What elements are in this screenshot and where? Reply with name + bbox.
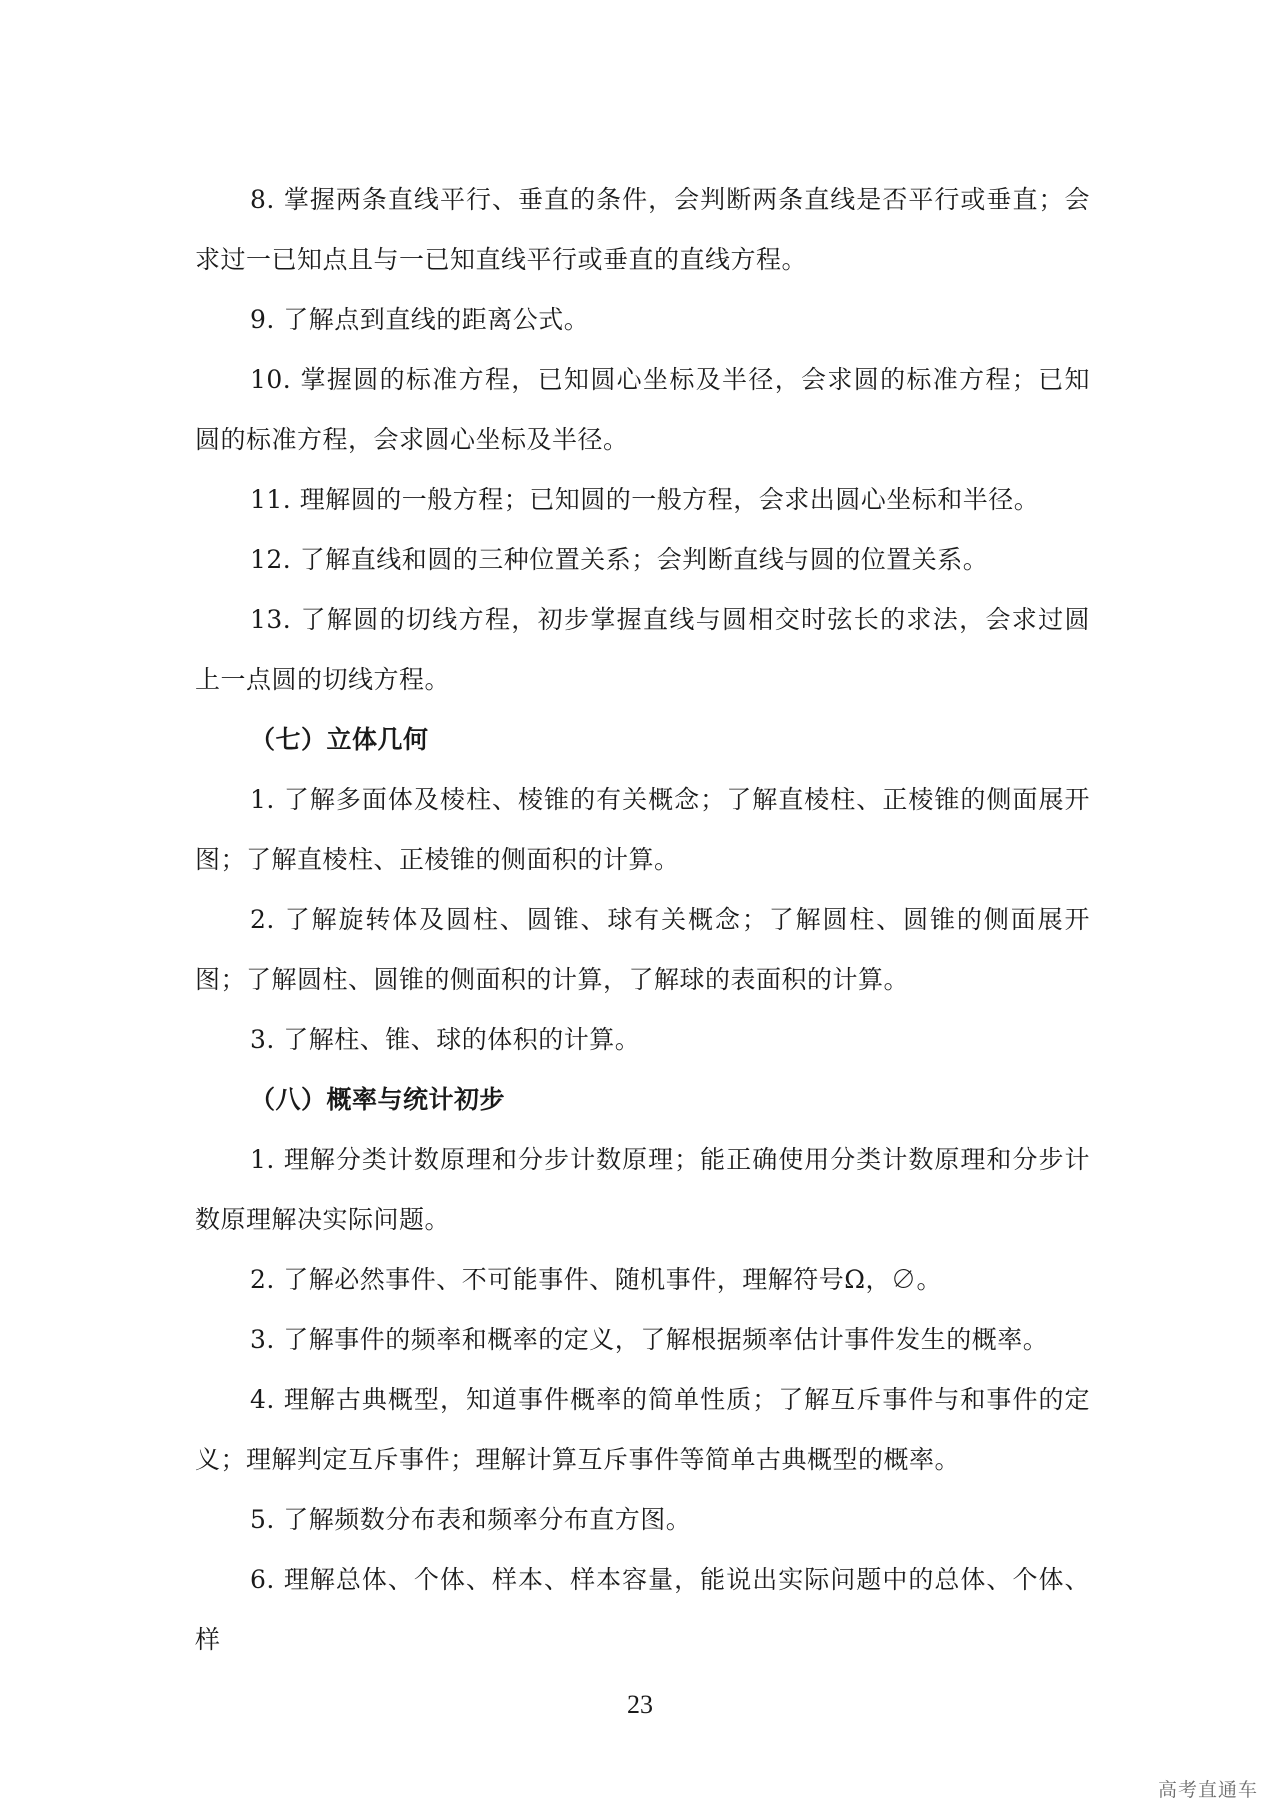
probability-item-4: 4. 理解古典概型，知道事件概率的简单性质；了解互斥事件与和事件的定义；理解判定互斥事件；理解计算互斥事件等简单古典概型的概率。	[195, 1385, 1090, 1474]
probability-item-6: 6. 理解总体、个体、样本、样本容量，能说出实际问题中的总体、个体、样	[195, 1565, 1090, 1654]
solid-geometry-item-3: 3. 了解柱、锥、球的体积的计算。	[250, 1025, 641, 1054]
probability-item-3: 3. 了解事件的频率和概率的定义，了解根据频率估计事件发生的概率。	[250, 1325, 1049, 1354]
solid-geometry-item-1: 1. 了解多面体及棱柱、棱锥的有关概念；了解直棱柱、正棱锥的侧面展开图；了解直棱柱、正棱锥的侧面积的计算。	[195, 785, 1090, 874]
watermark-text: 高考直通车	[1157, 1779, 1258, 1801]
item-13: 13. 了解圆的切线方程，初步掌握直线与圆相交时弦长的求法，会求过圆上一点圆的切线方程。	[195, 605, 1090, 694]
section-heading-solid-geometry: （七）立体几何	[250, 725, 429, 754]
item-10: 10. 掌握圆的标准方程，已知圆心坐标及半径，会求圆的标准方程；已知圆的标准方程，会求圆心坐标及半径。	[195, 365, 1090, 454]
page-content	[195, 170, 1090, 1670]
item-9: 9. 了解点到直线的距离公式。	[250, 305, 590, 334]
probability-item-5: 5. 了解频数分布表和频率分布直方图。	[250, 1505, 692, 1534]
probability-item-1: 1. 理解分类计数原理和分步计数原理；能正确使用分类计数原理和分步计数原理解决实际问题。	[195, 1145, 1090, 1234]
item-12: 12. 了解直线和圆的三种位置关系；会判断直线与圆的位置关系。	[250, 545, 989, 574]
probability-item-2: 2. 了解必然事件、不可能事件、随机事件，理解符号Ω，∅。	[250, 1265, 943, 1294]
solid-geometry-item-2: 2. 了解旋转体及圆柱、圆锥、球有关概念；了解圆柱、圆锥的侧面展开图；了解圆柱、圆锥的侧面积的计算，了解球的表面积的计算。	[195, 905, 1090, 994]
page-number: 23	[627, 1690, 653, 1719]
item-8: 8. 掌握两条直线平行、垂直的条件，会判断两条直线是否平行或垂直；会求过一已知点且与一已知直线平行或垂直的直线方程。	[195, 185, 1090, 274]
item-11: 11. 理解圆的一般方程；已知圆的一般方程，会求出圆心坐标和半径。	[250, 485, 1040, 514]
section-heading-probability-statistics: （八）概率与统计初步	[250, 1085, 506, 1114]
